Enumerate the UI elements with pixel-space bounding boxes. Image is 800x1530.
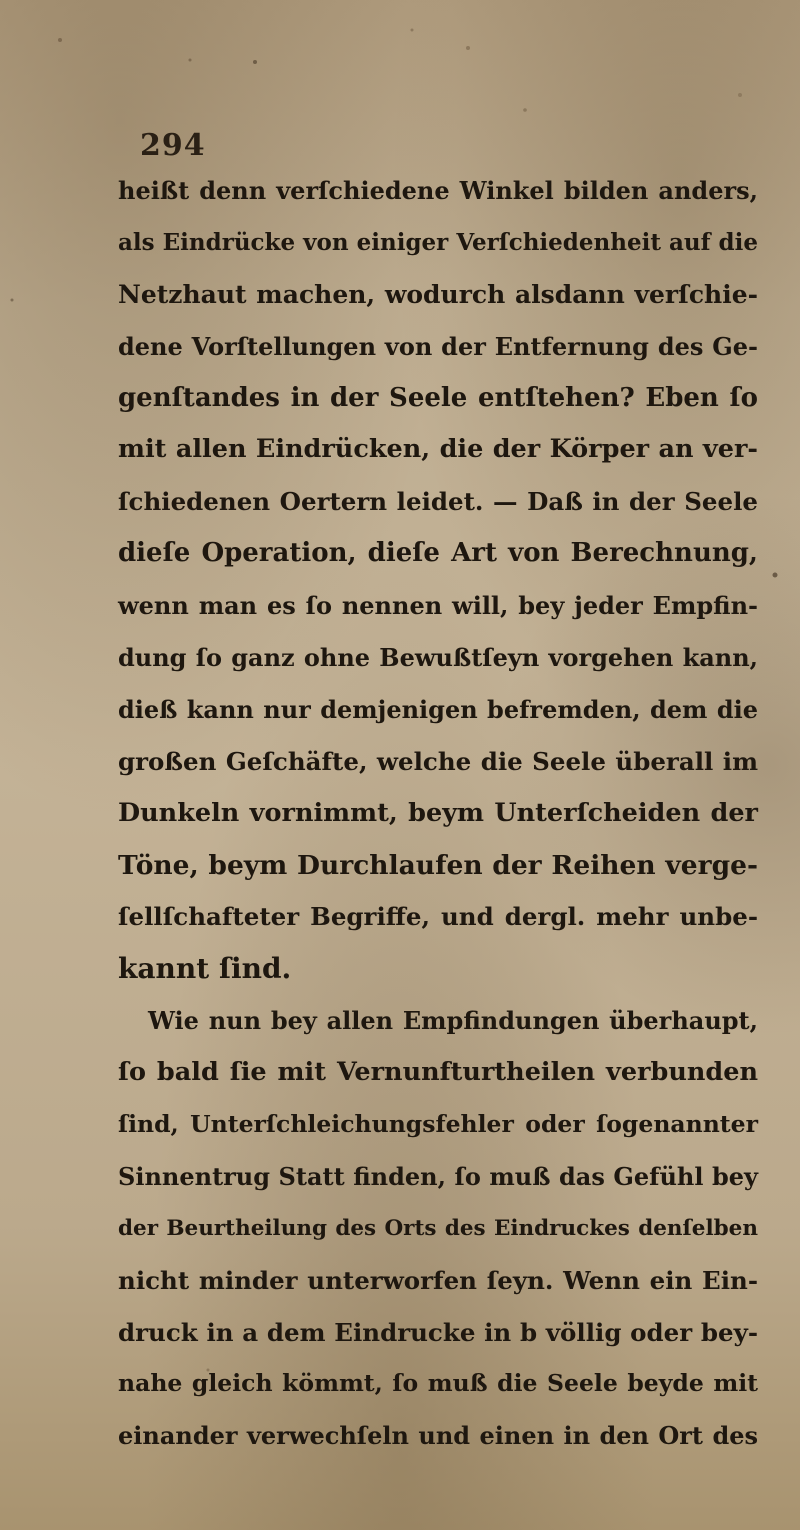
text-line: großen Geſchäfte, welche die Seele überall im (118, 746, 758, 776)
text-line: als Eindrücke von einiger Verſchiedenheit auf die (118, 228, 758, 256)
paragraph-start-line: Wie nun bey allen Empfindungen überhaupt, (148, 1006, 758, 1036)
text-line: ſchiedenen Oertern leidet. — Daß in der Seele (118, 487, 758, 517)
page-number: 294 (140, 128, 206, 163)
text-line: Töne, beym Durchlaufen der Reihen verge- (118, 849, 758, 881)
text-line: druck in a dem Eindrucke in b völlig oder bey- (118, 1317, 758, 1347)
text-line: dene Vorſtellungen von der Entfernung des Ge- (118, 331, 758, 361)
text-line: genſtandes in der Seele entſtehen? Eben ſo (118, 382, 758, 413)
text-line: dung ſo ganz ohne Bewußtſeyn vorgehen kann, (118, 643, 758, 673)
text-line: Dunkeln vornimmt, beym Unterſcheiden der (118, 797, 758, 828)
text-line: mit allen Eindrücken, die der Körper an ver- (118, 434, 758, 465)
text-line: kannt ſind. (118, 952, 292, 986)
text-line: einander verwechſeln und einen in den Ort des (118, 1421, 758, 1451)
text-line: Sinnentrug Statt finden, ſo muß das Gefühl bey (118, 1161, 758, 1191)
text-line: wenn man es ſo nennen will, bey jeder Empfin- (118, 591, 758, 621)
text-line: der Beurtheilung des Orts des Eindruckes denſelben (118, 1215, 758, 1241)
text-line: nicht minder unterworfen ſeyn. Wenn ein Ein- (118, 1265, 758, 1295)
text-line: ſo bald ſie mit Vernunfturtheilen verbunden (118, 1057, 758, 1088)
text-line: nahe gleich kömmt, ſo muß die Seele beyde mit (118, 1369, 758, 1398)
body-text (118, 165, 758, 1462)
text-line: ſind, Unterſchleichungsfehler oder ſogenannter (118, 1110, 758, 1139)
text-line: dieſe Operation, dieſe Art von Berechnung, (118, 538, 758, 569)
text-line: Netzhaut machen, wodurch alsdann verſchie- (118, 279, 758, 309)
text-line: ſellſchafteter Begriffe, und dergl. mehr unbe- (118, 902, 758, 932)
text-line: dieß kann nur demjenigen befremden, dem die (118, 694, 758, 724)
text-line: heißt denn verſchiedene Winkel bilden anders, (118, 176, 758, 205)
